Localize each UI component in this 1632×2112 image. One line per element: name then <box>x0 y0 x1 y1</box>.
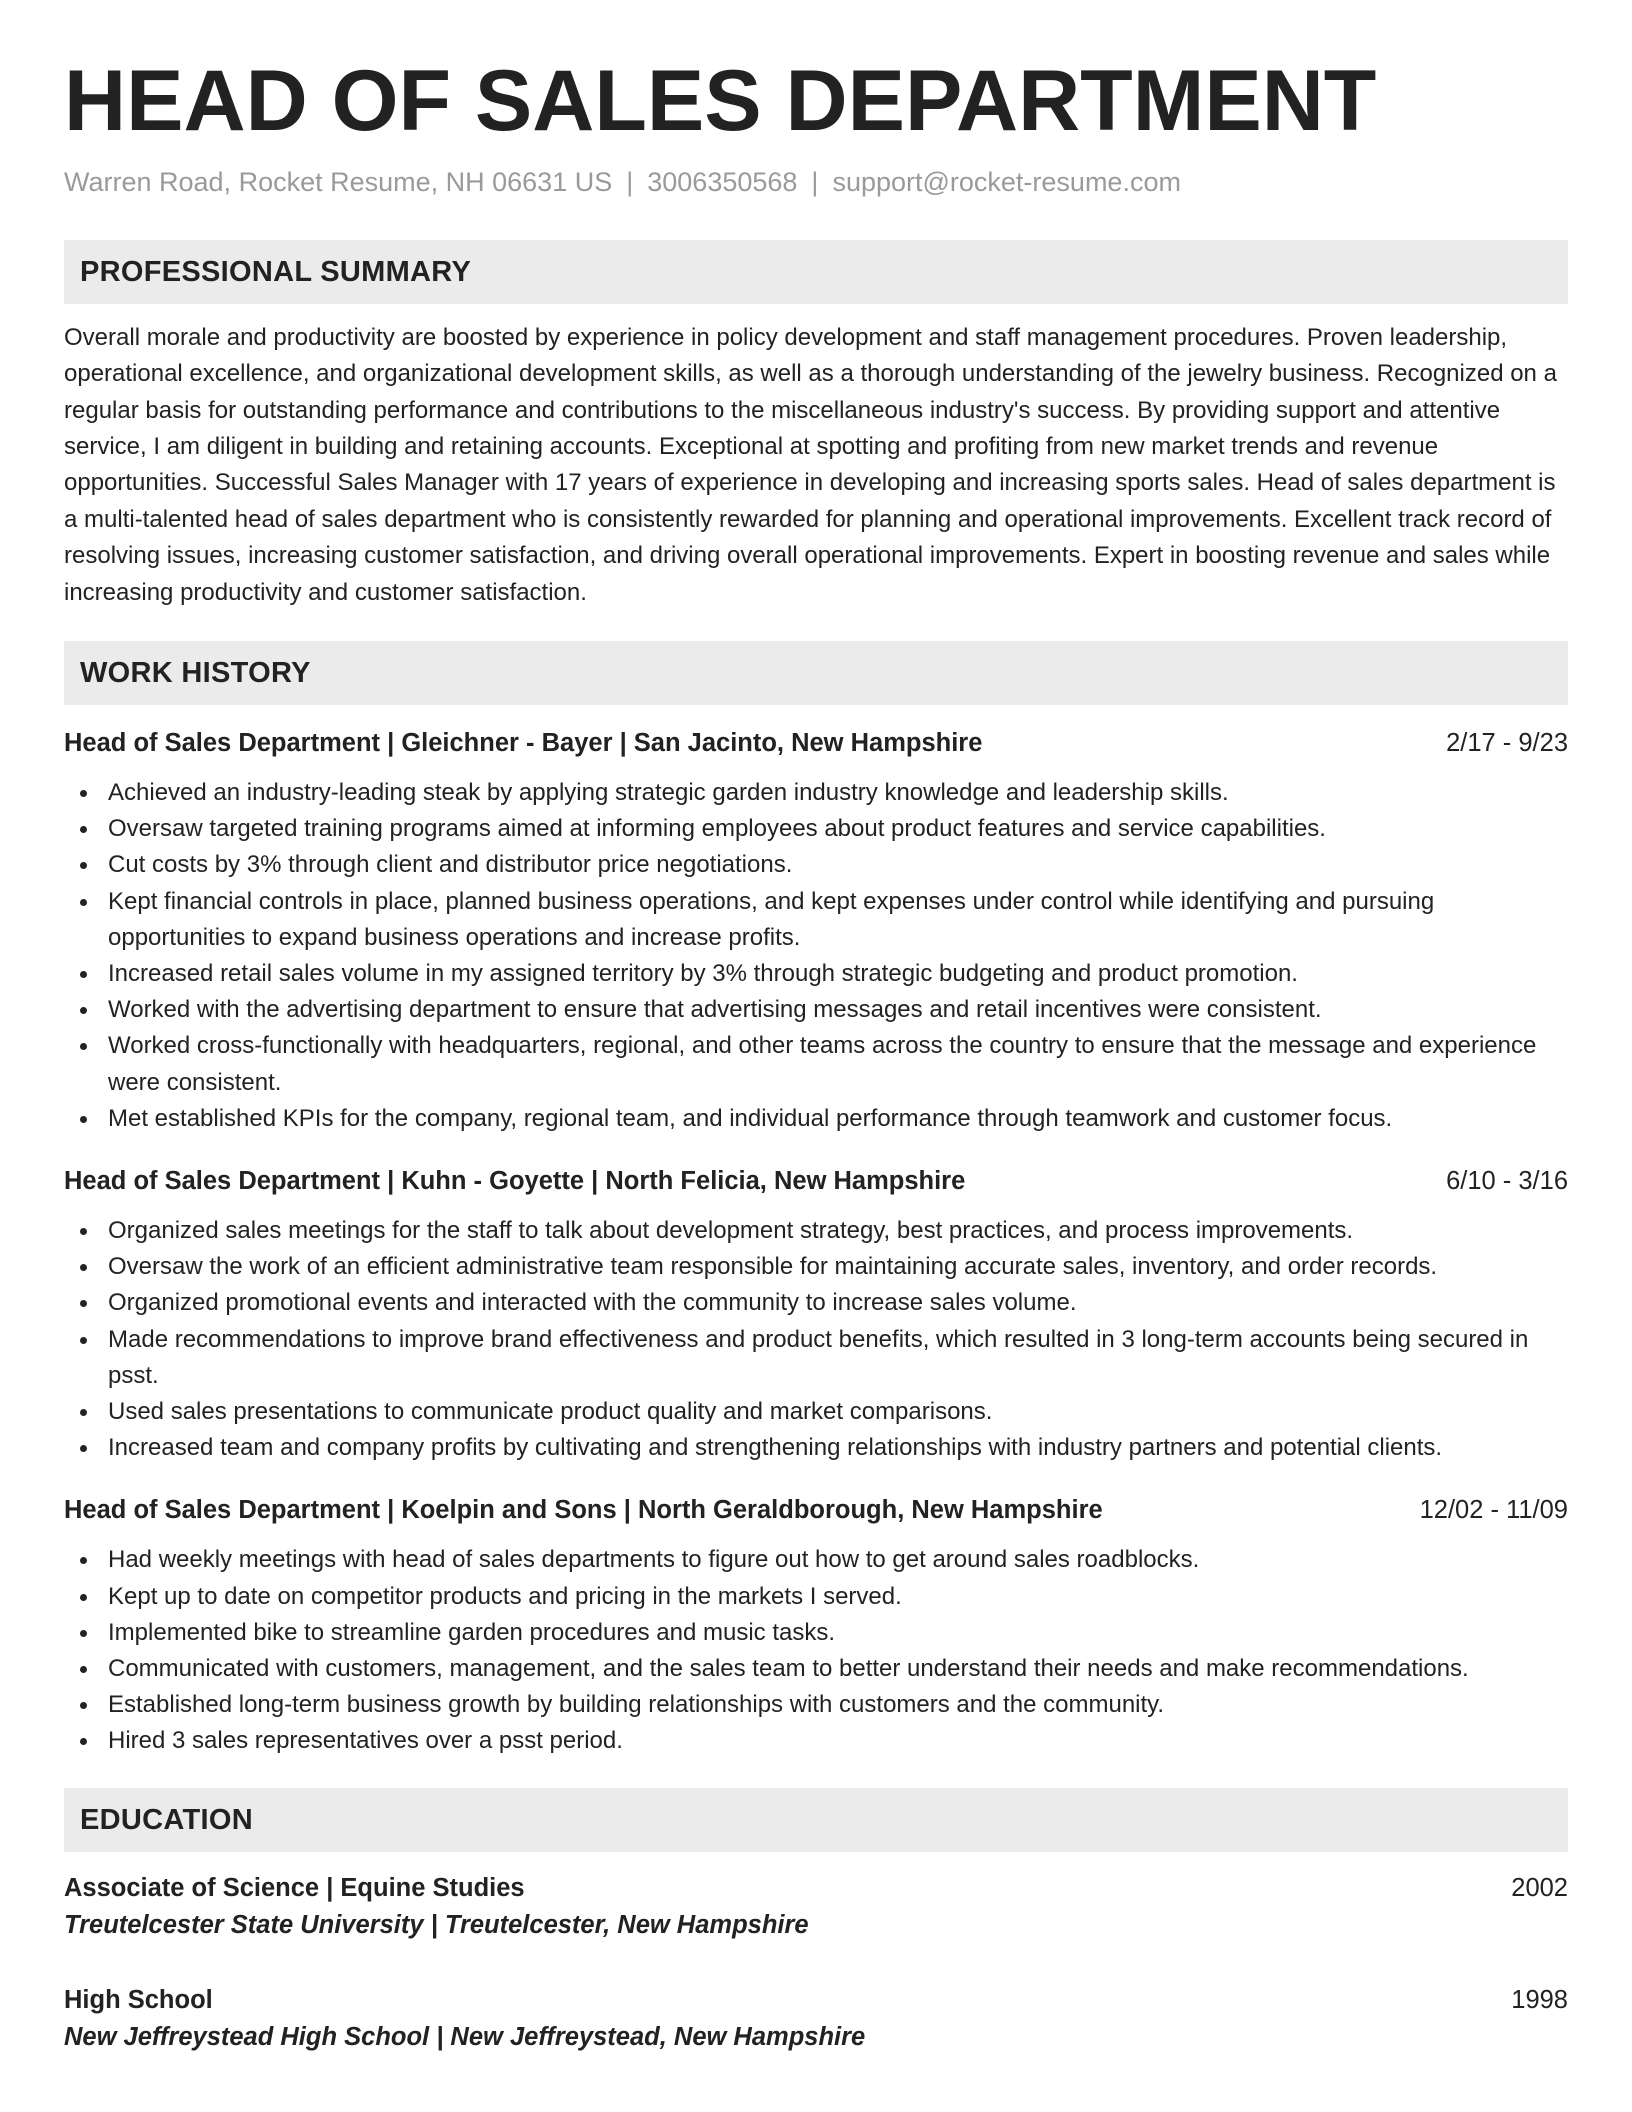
bullet-item <box>64 1579 1568 1615</box>
section-heading-summary: PROFESSIONAL SUMMARY <box>64 240 1568 304</box>
bullet-text: Established long-term business growth by building relationships with customers and the community. <box>108 1691 1165 1719</box>
bullet-icon <box>80 1264 87 1271</box>
bullet-icon <box>80 1702 87 1709</box>
bullet-item <box>64 1394 1568 1430</box>
education-school: Treutelcester State University | Treutelcester, New Hampshire <box>64 1910 809 1939</box>
bullet-icon <box>80 1630 87 1637</box>
education-entry <box>64 1870 1568 1944</box>
job-entry <box>64 725 1568 1137</box>
bullet-item <box>64 1651 1568 1687</box>
bullet-item <box>64 1723 1568 1759</box>
bullet-text: Achieved an industry-leading steak by applying strategic garden industry knowledge and leadership skills. <box>108 778 1229 806</box>
job-bullets <box>64 1542 1568 1759</box>
bullet-item <box>64 1028 1568 1100</box>
bullet-item <box>64 1249 1568 1285</box>
bullet-text: Hired 3 sales representatives over a psst period. <box>108 1727 623 1755</box>
bullet-text: Worked with the advertising department to ensure that advertising messages and retail incentives were consistent. <box>108 996 1322 1024</box>
contact-address: Warren Road, Rocket Resume, NH 06631 US <box>64 166 613 197</box>
bullet-text: Met established KPIs for the company, regional team, and individual performance through teamwork and customer focus. <box>108 1104 1393 1132</box>
bullet-icon <box>80 1116 87 1123</box>
job-bullets <box>64 1213 1568 1466</box>
bullet-item <box>64 1101 1568 1137</box>
contact-separator: | <box>626 166 634 197</box>
bullet-item <box>64 1430 1568 1466</box>
job-title: Head of Sales Department | Koelpin and Sons | North Geraldborough, New Hampshire <box>64 1496 1103 1525</box>
job-dates: 2/17 - 9/23 <box>1446 728 1568 757</box>
bullet-icon <box>80 1738 87 1745</box>
bullet-icon <box>80 899 87 906</box>
job-title: Head of Sales Department | Gleichner - Bayer | San Jacinto, New Hampshire <box>64 728 983 757</box>
bullet-item <box>64 992 1568 1028</box>
contact-line <box>64 165 1568 200</box>
bullet-text: Communicated with customers, management, and the sales team to better understand their needs and make recommendations. <box>108 1655 1469 1682</box>
bullet-text: Organized promotional events and interacted with the community to increase sales volume. <box>108 1289 1077 1317</box>
bullet-item <box>64 1542 1568 1578</box>
bullet-icon <box>80 790 87 797</box>
bullet-text: Increased team and company profits by cultivating and strengthening relationships with industry partners and potential clients. <box>108 1434 1443 1462</box>
bullet-text: Made recommendations to improve brand effectiveness and product benefits, which resulted in 3 long-term accounts being secured in psst. <box>108 1325 1529 1389</box>
contact-separator: | <box>811 166 819 197</box>
bullet-icon <box>80 1228 87 1235</box>
bullet-icon <box>80 862 87 869</box>
summary-text: Overall morale and productivity are boosted by experience in policy development and staff management procedures. Proven leadership, operational excellence, and organizational development skills, as well as a thorough understanding of the jewelry business. Recognized on a regular basis for outstanding performance and contributions to the miscellaneous industry's success. By providing support and attentive service, I am diligent in building and retaining accounts. Exceptional at spotting and profiting from new market trends and revenue opportunities. Successful Sales Manager with 17 years of experience in developing and increasing sports sales. Head of sales department is a multi-talented head of sales department who is consistently rewarded for planning and operational improvements. Excellent track record of resolving issues, increasing customer satisfaction, and driving overall operational improvements. Expert in boosting revenue and sales while increasing productivity and customer satisfaction. <box>64 323 1557 606</box>
education-school: New Jeffreystead High School | New Jeffreystead, New Hampshire <box>64 2022 866 2051</box>
section-heading-work-history: WORK HISTORY <box>64 641 1568 705</box>
bullet-icon <box>80 1043 87 1050</box>
bullet-item <box>64 1285 1568 1321</box>
bullet-text: Used sales presentations to communicate product quality and market comparisons. <box>108 1397 993 1425</box>
bullet-text: Oversaw the work of an efficient administrative team responsible for maintaining accurate sales, inventory, and order records. <box>108 1253 1438 1281</box>
bullet-icon <box>80 971 87 978</box>
bullet-item <box>64 1213 1568 1249</box>
bullet-icon <box>80 1594 87 1601</box>
bullet-text: Worked cross-functionally with headquarters, regional, and other teams across the country to ensure that the message and experience were consistent. <box>108 1032 1537 1096</box>
bullet-text: Organized sales meetings for the staff to talk about development strategy, best practices, and process improvements. <box>108 1216 1354 1244</box>
bullet-item <box>64 847 1568 883</box>
bullet-text: Cut costs by 3% through client and distributor price negotiations. <box>108 851 793 879</box>
bullet-item <box>64 811 1568 847</box>
bullet-icon <box>80 1557 87 1564</box>
education-entry <box>64 1982 1568 2056</box>
bullet-text: Oversaw targeted training programs aimed at informing employees about product features and service capabilities. <box>108 815 1326 843</box>
education-degree: High School <box>64 1985 213 2014</box>
bullet-icon <box>80 1409 87 1416</box>
bullet-text: Kept financial controls in place, planned business operations, and kept expenses under control while identifying and pursuing opportunities to expand business operations and increase profits. <box>108 887 1435 951</box>
bullet-item <box>64 884 1568 956</box>
bullet-icon <box>80 1337 87 1344</box>
education-degree: Associate of Science | Equine Studies <box>64 1873 525 1902</box>
bullet-item <box>64 1687 1568 1723</box>
contact-phone: 3006350568 <box>647 166 798 197</box>
contact-email: support@rocket-resume.com <box>832 166 1181 197</box>
bullet-item <box>64 1615 1568 1651</box>
bullet-item <box>64 1322 1568 1394</box>
job-entry <box>64 1492 1568 1759</box>
bullet-text: Kept up to date on competitor products and pricing in the markets I served. <box>108 1582 902 1610</box>
bullet-item <box>64 775 1568 811</box>
bullet-icon <box>80 826 87 833</box>
resume-page <box>64 54 1568 2056</box>
job-dates: 12/02 - 11/09 <box>1419 1496 1568 1525</box>
section-heading-education: EDUCATION <box>64 1788 1568 1852</box>
bullet-icon <box>80 1445 87 1452</box>
job-title: Head of Sales Department | Kuhn - Goyette | North Felicia, New Hampshire <box>64 1166 966 1195</box>
job-dates: 6/10 - 3/16 <box>1446 1166 1568 1195</box>
bullet-icon <box>80 1666 87 1673</box>
education-year: 1998 <box>1511 1985 1568 2014</box>
job-bullets <box>64 775 1568 1137</box>
resume-name: HEAD OF SALES DEPARTMENT <box>64 53 1377 149</box>
bullet-text: Increased retail sales volume in my assigned territory by 3% through strategic budgeting and product promotion. <box>108 959 1298 987</box>
bullet-icon <box>80 1007 87 1014</box>
bullet-icon <box>80 1300 87 1307</box>
education-year: 2002 <box>1511 1873 1568 1902</box>
bullet-text: Had weekly meetings with head of sales departments to figure out how to get around sales roadblocks. <box>108 1546 1200 1574</box>
bullet-text: Implemented bike to streamline garden procedures and music tasks. <box>108 1618 836 1646</box>
bullet-item <box>64 956 1568 992</box>
job-entry <box>64 1163 1568 1466</box>
